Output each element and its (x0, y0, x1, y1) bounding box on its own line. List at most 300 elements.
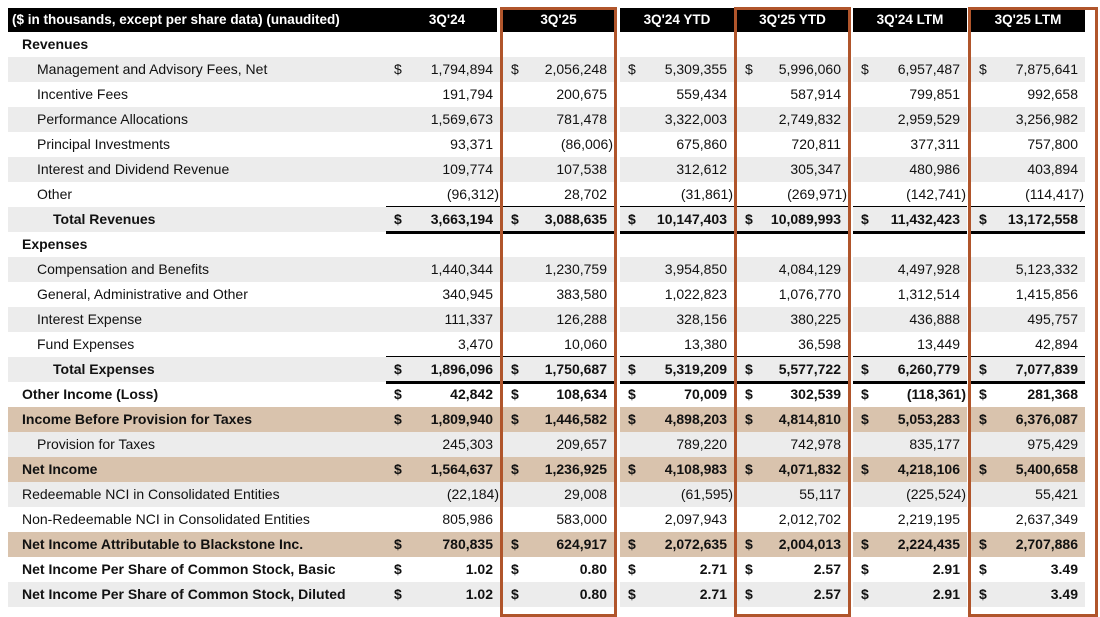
dollar-sign: $ (511, 386, 519, 402)
value-number: 2,072,635 (664, 536, 727, 552)
value-number: 29,008 (564, 486, 607, 502)
dollar-sign: $ (394, 386, 402, 402)
subtotal-rule (971, 206, 1085, 207)
value-cell (737, 557, 848, 582)
value-number: 1,750,687 (544, 361, 607, 377)
value-cell (503, 157, 614, 182)
value-cell (971, 207, 1085, 232)
table-row (0, 407, 1100, 432)
value-cell (853, 107, 967, 132)
value-number: (225,524) (906, 486, 966, 502)
value-number: 107,538 (556, 161, 607, 177)
value-number: (61,595) (680, 486, 733, 502)
value-cell (737, 257, 848, 282)
value-cell (503, 307, 614, 332)
value-cell (620, 57, 734, 82)
value-number: 5,996,060 (778, 61, 841, 77)
value-cell (386, 107, 500, 132)
value-number: 93,371 (450, 136, 493, 152)
value-number: 3,663,194 (430, 211, 493, 227)
value-cell (853, 357, 967, 382)
dollar-sign: $ (745, 561, 753, 577)
dollar-sign: $ (745, 61, 753, 77)
dollar-sign: $ (979, 586, 987, 602)
value-number: 4,084,129 (778, 261, 841, 277)
value-number: 3,322,003 (664, 111, 727, 127)
value-number: 380,225 (790, 311, 841, 327)
dollar-sign: $ (861, 361, 869, 377)
value-number: 377,311 (910, 136, 960, 152)
value-cell (620, 457, 734, 482)
value-cell (503, 507, 614, 532)
value-cell (503, 582, 614, 607)
value-cell (620, 507, 734, 532)
column-header-3q24-ltm: 3Q'24 LTM (853, 8, 967, 32)
value-cell (737, 357, 848, 382)
value-number: 2.71 (699, 586, 727, 602)
subtotal-rule (386, 356, 500, 357)
subtotal-rule (620, 356, 734, 357)
value-cell (386, 482, 500, 507)
value-number: 2,012,702 (778, 511, 841, 527)
table-row (0, 57, 1100, 82)
dollar-sign: $ (979, 536, 987, 552)
value-number: (269,971) (787, 186, 847, 202)
value-cell (386, 257, 500, 282)
value-cell (386, 57, 500, 82)
value-cell (853, 57, 967, 82)
value-number: 992,658 (1027, 86, 1078, 102)
value-cell (620, 182, 734, 207)
value-number: 245,303 (442, 436, 493, 452)
row-label: Net Income Per Share of Common Stock, Basic (22, 561, 336, 577)
table-row (0, 557, 1100, 582)
subtotal-rule (620, 206, 734, 207)
dollar-sign: $ (861, 586, 869, 602)
value-cell (853, 532, 967, 557)
value-cell (620, 257, 734, 282)
dollar-sign: $ (628, 536, 636, 552)
row-label: Redeemable NCI in Consolidated Entities (22, 486, 280, 502)
dollar-sign: $ (628, 211, 636, 227)
value-cell (620, 582, 734, 607)
row-label: Other (37, 186, 73, 202)
value-cell (737, 432, 848, 457)
value-number: 1,076,770 (778, 286, 841, 302)
dollar-sign: $ (861, 561, 869, 577)
value-cell (737, 407, 848, 432)
value-number: 3,470 (457, 336, 493, 352)
row-label: Net Income Per Share of Common Stock, Diluted (22, 586, 346, 602)
subtotal-rule (386, 206, 500, 207)
value-number: 1,569,673 (430, 111, 493, 127)
table-row (0, 282, 1100, 307)
value-cell (971, 532, 1085, 557)
value-cell (503, 332, 614, 357)
value-cell (620, 157, 734, 182)
value-cell (620, 357, 734, 382)
table-row (0, 107, 1100, 132)
value-number: 111,337 (444, 311, 493, 327)
dollar-sign: $ (628, 386, 636, 402)
value-cell (503, 82, 614, 107)
value-cell (386, 82, 500, 107)
value-number: 2.71 (699, 561, 727, 577)
value-number: (118,361) (906, 386, 966, 402)
value-cell (737, 82, 848, 107)
dollar-sign: $ (511, 561, 519, 577)
table-row (0, 507, 1100, 532)
value-number: 675,860 (676, 136, 727, 152)
value-cell (971, 132, 1085, 157)
value-cell (503, 282, 614, 307)
dollar-sign: $ (979, 561, 987, 577)
table-row (0, 257, 1100, 282)
value-number: 781,478 (556, 111, 607, 127)
value-number: 2,224,435 (897, 536, 960, 552)
value-number: 720,811 (791, 136, 841, 152)
value-cell (737, 207, 848, 232)
value-number: 1,896,096 (430, 361, 493, 377)
dollar-sign: $ (394, 61, 402, 77)
dollar-sign: $ (511, 461, 519, 477)
value-number: 5,319,209 (664, 361, 727, 377)
dollar-sign: $ (745, 411, 753, 427)
value-cell (853, 507, 967, 532)
value-cell (853, 132, 967, 157)
value-cell (386, 332, 500, 357)
value-cell (853, 82, 967, 107)
value-number: 209,657 (556, 436, 607, 452)
value-cell (737, 107, 848, 132)
value-cell (620, 332, 734, 357)
value-number: 2.91 (932, 561, 960, 577)
value-number: 4,071,832 (778, 461, 841, 477)
value-cell (737, 382, 848, 407)
value-number: (114,417) (1025, 186, 1084, 202)
value-number: 2,637,349 (1015, 511, 1078, 527)
value-cell (620, 407, 734, 432)
value-cell (971, 107, 1085, 132)
column-header-3q25-ltm: 3Q'25 LTM (971, 8, 1085, 32)
dollar-sign: $ (745, 586, 753, 602)
subtotal-rule (853, 206, 967, 207)
table-row (0, 182, 1100, 207)
value-cell (853, 407, 967, 432)
dollar-sign: $ (861, 211, 869, 227)
value-number: 7,875,641 (1015, 61, 1078, 77)
dollar-sign: $ (394, 211, 402, 227)
value-cell (620, 107, 734, 132)
value-number: 383,580 (556, 286, 607, 302)
value-cell (386, 157, 500, 182)
value-number: (142,741) (906, 186, 966, 202)
table-row (0, 132, 1100, 157)
value-number: 3,954,850 (664, 261, 727, 277)
value-number: 281,368 (1027, 386, 1078, 402)
value-cell (853, 482, 967, 507)
value-cell (971, 357, 1085, 382)
dollar-sign: $ (511, 586, 519, 602)
value-cell (503, 182, 614, 207)
value-number: 2.91 (932, 586, 960, 602)
value-number: 6,957,487 (897, 61, 960, 77)
row-label: Principal Investments (37, 136, 171, 152)
table-row (0, 582, 1100, 607)
value-cell (737, 507, 848, 532)
value-number: 4,814,810 (778, 411, 841, 427)
value-number: 36,598 (798, 336, 841, 352)
subtotal-rule (853, 356, 967, 357)
value-number: 5,053,283 (897, 411, 960, 427)
value-number: 835,177 (909, 436, 960, 452)
dollar-sign: $ (745, 386, 753, 402)
value-number: 328,156 (676, 311, 727, 327)
dollar-sign: $ (861, 536, 869, 552)
value-number: 126,288 (556, 311, 607, 327)
value-number: 2,004,013 (778, 536, 841, 552)
value-cell (971, 482, 1085, 507)
dollar-sign: $ (394, 586, 402, 602)
dollar-sign: $ (628, 411, 636, 427)
subtotal-rule (737, 356, 848, 357)
value-cell (853, 332, 967, 357)
value-number: 7,077,839 (1015, 361, 1078, 377)
value-number: 2,219,195 (897, 511, 960, 527)
value-cell (620, 282, 734, 307)
value-number: (86,006) (560, 136, 613, 152)
dollar-sign: $ (394, 361, 402, 377)
value-number: 5,309,355 (664, 61, 727, 77)
row-label: Fund Expenses (37, 336, 135, 352)
table-row (0, 357, 1100, 382)
dollar-sign: $ (745, 361, 753, 377)
dollar-sign: $ (861, 411, 869, 427)
value-number: 1.02 (465, 586, 493, 602)
value-number: 587,914 (790, 86, 841, 102)
value-cell (386, 582, 500, 607)
row-label: Performance Allocations (37, 111, 188, 127)
subtotal-rule (737, 206, 848, 207)
value-number: 1,794,894 (430, 61, 493, 77)
value-cell (386, 132, 500, 157)
value-cell (620, 532, 734, 557)
value-cell (386, 532, 500, 557)
column-header-3q24: 3Q'24 (428, 12, 466, 27)
dollar-sign: $ (394, 411, 402, 427)
value-number: 1,415,856 (1015, 286, 1078, 302)
value-number: 13,380 (684, 336, 727, 352)
value-number: 302,539 (790, 386, 841, 402)
value-number: 799,851 (909, 86, 960, 102)
value-number: 1.02 (465, 561, 493, 577)
table-row (0, 82, 1100, 107)
value-number: 1,809,940 (430, 411, 493, 427)
value-number: 480,986 (909, 161, 960, 177)
table-row (0, 457, 1100, 482)
table-row (0, 482, 1100, 507)
row-label: Incentive Fees (37, 86, 129, 102)
value-cell (971, 332, 1085, 357)
value-number: 10,060 (564, 336, 607, 352)
value-cell (971, 507, 1085, 532)
value-number: 3.49 (1050, 561, 1078, 577)
value-cell (971, 157, 1085, 182)
value-cell (971, 432, 1085, 457)
dollar-sign: $ (861, 461, 869, 477)
value-number: 2.57 (813, 586, 841, 602)
dollar-sign: $ (979, 61, 987, 77)
value-cell (853, 307, 967, 332)
value-cell (503, 382, 614, 407)
value-cell (620, 82, 734, 107)
value-cell (971, 582, 1085, 607)
value-cell (971, 407, 1085, 432)
value-number: 108,634 (556, 386, 607, 402)
value-number: 200,675 (556, 86, 607, 102)
value-number: 5,577,722 (778, 361, 841, 377)
dollar-sign: $ (979, 411, 987, 427)
value-cell (971, 257, 1085, 282)
value-number: 5,123,332 (1015, 261, 1078, 277)
value-number: 2,056,248 (544, 61, 607, 77)
value-cell (737, 157, 848, 182)
value-number: 624,917 (556, 536, 607, 552)
value-number: 436,888 (909, 311, 960, 327)
value-number: 742,978 (790, 436, 841, 452)
value-number: (31,861) (680, 186, 733, 202)
value-cell (737, 332, 848, 357)
dollar-sign: $ (979, 386, 987, 402)
subtotal-rule (971, 356, 1085, 357)
value-cell (853, 457, 967, 482)
value-cell (386, 382, 500, 407)
dollar-sign: $ (861, 61, 869, 77)
subtotal-rule (503, 206, 614, 207)
value-number: 4,218,106 (897, 461, 960, 477)
header-caption-cell (8, 8, 497, 32)
value-number: 975,429 (1027, 436, 1078, 452)
value-number: 305,347 (790, 161, 841, 177)
value-number: 1,230,759 (544, 261, 607, 277)
value-number: 780,835 (442, 536, 493, 552)
dollar-sign: $ (745, 536, 753, 552)
value-cell (971, 182, 1085, 207)
table-row (0, 332, 1100, 357)
table-row (0, 432, 1100, 457)
value-cell (971, 57, 1085, 82)
value-number: 5,400,658 (1015, 461, 1078, 477)
value-cell (503, 407, 614, 432)
dollar-sign: $ (628, 461, 636, 477)
value-cell (971, 382, 1085, 407)
row-label: Total Revenues (53, 211, 156, 227)
value-cell (737, 182, 848, 207)
subtotal-rule (503, 356, 614, 357)
table-row (0, 232, 1100, 257)
value-cell (503, 482, 614, 507)
dollar-sign: $ (511, 211, 519, 227)
value-cell (853, 432, 967, 457)
value-cell (620, 132, 734, 157)
dollar-sign: $ (979, 361, 987, 377)
value-cell (620, 557, 734, 582)
value-cell (503, 57, 614, 82)
value-number: 805,986 (442, 511, 493, 527)
value-number: 789,220 (676, 436, 727, 452)
value-number: 1,022,823 (664, 286, 727, 302)
value-cell (386, 282, 500, 307)
value-cell (386, 207, 500, 232)
value-number: 340,945 (442, 286, 493, 302)
dollar-sign: $ (979, 461, 987, 477)
value-cell (620, 307, 734, 332)
value-cell (620, 207, 734, 232)
value-cell (971, 82, 1085, 107)
value-cell (386, 357, 500, 382)
dollar-sign: $ (394, 561, 402, 577)
dollar-sign: $ (628, 561, 636, 577)
row-label: Management and Advisory Fees, Net (37, 61, 268, 77)
value-number: 0.80 (579, 561, 607, 577)
value-cell (386, 457, 500, 482)
value-number: 2,097,943 (664, 511, 727, 527)
row-label: Other Income (Loss) (22, 386, 159, 402)
value-cell (386, 182, 500, 207)
value-cell (620, 382, 734, 407)
value-number: 10,147,403 (656, 211, 727, 227)
value-number: 583,000 (556, 511, 607, 527)
value-number: 4,108,983 (664, 461, 727, 477)
value-cell (737, 532, 848, 557)
value-cell (503, 207, 614, 232)
value-number: 42,842 (450, 386, 493, 402)
value-number: (96,312) (446, 186, 499, 202)
value-cell (503, 132, 614, 157)
dollar-sign: $ (394, 461, 402, 477)
value-cell (503, 457, 614, 482)
value-cell (737, 457, 848, 482)
value-number: 0.80 (579, 586, 607, 602)
value-number: 4,898,203 (664, 411, 727, 427)
value-number: 55,421 (1035, 486, 1078, 502)
value-cell (737, 57, 848, 82)
value-number: 2,749,832 (778, 111, 841, 127)
value-number: 10,089,993 (770, 211, 841, 227)
value-number: 6,260,779 (897, 361, 960, 377)
value-number: 2,707,886 (1015, 536, 1078, 552)
dollar-sign: $ (979, 211, 987, 227)
row-label: Compensation and Benefits (37, 261, 209, 277)
value-number: 1,236,925 (544, 461, 607, 477)
value-number: 109,774 (442, 161, 493, 177)
table-row (0, 307, 1100, 332)
row-label: Interest Expense (37, 311, 143, 327)
table-row (0, 532, 1100, 557)
value-number: 403,894 (1027, 161, 1078, 177)
value-number: 13,449 (917, 336, 960, 352)
row-label: General, Administrative and Other (37, 286, 248, 302)
dollar-sign: $ (628, 61, 636, 77)
row-label: Net Income Attributable to Blackstone Inc. (22, 536, 304, 552)
value-cell (737, 482, 848, 507)
value-cell (971, 282, 1085, 307)
value-number: 1,446,582 (544, 411, 607, 427)
value-number: 70,009 (684, 386, 727, 402)
row-label: Interest and Dividend Revenue (37, 161, 230, 177)
value-number: 3,256,982 (1015, 111, 1078, 127)
value-cell (737, 282, 848, 307)
